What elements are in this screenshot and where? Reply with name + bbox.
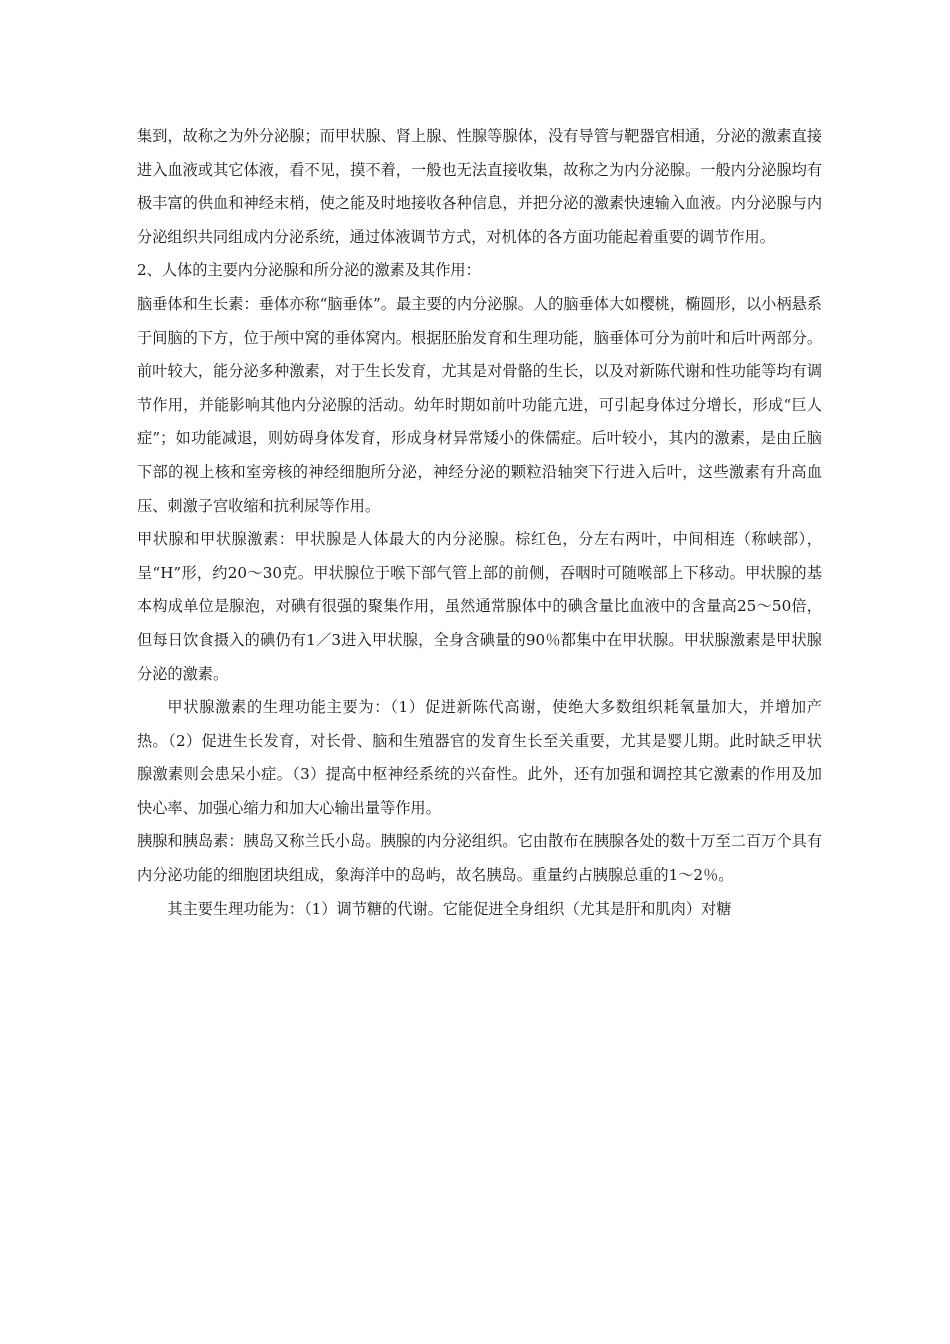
paragraph-intro-continued: 集到，故称之为外分泌腺；而甲状腺、肾上腺、性腺等腺体，没有导管与靶器官相通，分泌的激素直接进入血液或其它体液，看不见，摸不着，一般也无法直接收集，故称之为内分泌腺。一般内分泌腺均有极丰富的供血和神经末梢，使之能及时地接收各种信息，并把分泌的激素快速输入血液。内分泌腺与内分泌组织共同组成内分泌系统，通过体液调节方式，对机体的各方面功能起着重要的调节作用。 [137, 127, 822, 246]
paragraph-thyroid: 甲状腺和甲状腺激素：甲状腺是人体最大的内分泌腺。棕红色，分左右两叶，中间相连（称峡部），呈“H”形，约20～30克。甲状腺位于喉下部气管上部的前侧，吞咽时可随喉部上下移动。甲状腺的基本构成单位是腺泡，对碘有很强的聚集作用，虽然通常腺体中的碘含量比血液中的含量高25～50倍，但每日饮食摄入的碘仍有1／3进入甲状腺，全身含碘量的90％都集中在甲状腺。甲状腺激素是甲状腺分泌的激素。 [137, 530, 822, 683]
section-heading-endocrine-glands: 2、人体的主要内分泌腺和所分泌的激素及其作用： [137, 261, 481, 280]
paragraph-thyroid-functions: 甲状腺激素的生理功能主要为：（1）促进新陈代高谢，使绝大多数组织耗氧量加大，并增加产热。（2）促进生长发育，对长骨、脑和生殖器官的发育生长至关重要，尤其是婴儿期。此时缺乏甲状腺激素则会患呆小症。（3）提高中枢神经系统的兴奋性。此外，还有加强和调控其它激素的作用及加快心率、加强心缩力和加大心输出量等作用。 [137, 698, 822, 817]
paragraph-pancreas-functions: 其主要生理功能为：（1）调节糖的代谢。它能促进全身组织（尤其是肝和肌肉）对糖 [167, 899, 732, 918]
paragraph-pituitary: 脑垂体和生长素：垂体亦称“脑垂体”。最主要的内分泌腺。人的脑垂体大如樱桃，椭圆形，以小柄悬系于间脑的下方，位于颅中窝的垂体窝内。根据胚胎发育和生理功能，脑垂体可分为前叶和后叶两部分。前叶较大，能分泌多种激素，对于生长发育，尤其是对骨骼的生长，以及对新陈代谢和性功能等均有调节作用，并能影响其他内分泌腺的活动。幼年时期如前叶功能亢进，可引起身体过分增长，形成“巨人症”；如功能减退，则妨碍身体发育，形成身材异常矮小的侏儒症。后叶较小，其内的激素，是由丘脑下部的视上核和室旁核的神经细胞所分泌，神经分泌的颗粒沿轴突下行进入后叶，这些激素有升高血压、刺激子宫收缩和抗利尿等作用。 [137, 294, 822, 515]
paragraph-pancreas: 胰腺和胰岛素：胰岛又称兰氏小岛。胰腺的内分泌组织。它由散布在胰腺各处的数十万至二百万个具有内分泌功能的细胞团块组成，象海洋中的岛屿，故名胰岛。重量约占胰腺总重的1～2％。 [137, 832, 822, 885]
